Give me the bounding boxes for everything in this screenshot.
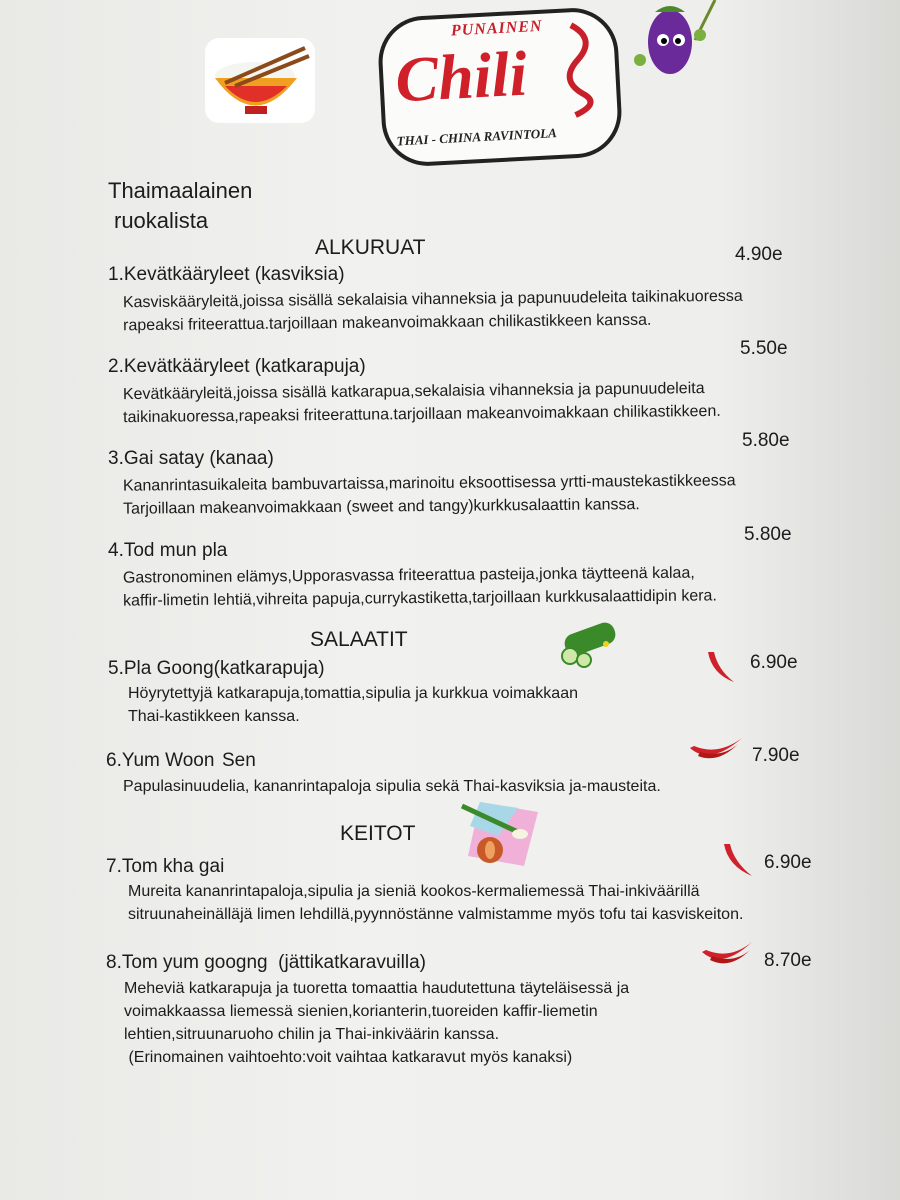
description-line: Höyrytettyjä katkarapuja,tomattia,sipulia ja kurkkua voimakkaan bbox=[128, 685, 578, 702]
item-description bbox=[128, 682, 578, 728]
item-price: 5.80e bbox=[744, 524, 792, 545]
rice-bowl-icon bbox=[205, 38, 315, 128]
item-description bbox=[123, 469, 736, 520]
description-line: Meheviä katkarapuja ja tuoretta tomaattia haudutettuna täyteläisessä ja bbox=[124, 980, 630, 997]
item-name: 7.Tom kha gai bbox=[106, 856, 225, 877]
item-name: 8.Tom yum googng (jättikatkaravuilla) bbox=[106, 952, 426, 973]
item-price: 8.70e bbox=[764, 950, 812, 971]
logo-main-text: Chili bbox=[393, 37, 529, 116]
item-price: 6.90e bbox=[764, 852, 812, 873]
item-name-continued: Sen bbox=[222, 750, 256, 771]
item-price: 5.50e bbox=[740, 338, 788, 359]
eggplant-mascot-icon bbox=[625, 0, 725, 90]
description-line: Mureita kananrintapaloja,sipulia ja sieniä kookos-kermaliemessä Thai-inkiväärillä bbox=[128, 883, 700, 900]
description-line: kaffir-limetin lehtiä,vihreita papuja,currykastiketta,tarjoillaan kurkkusalaattidipin kera. bbox=[123, 587, 717, 610]
item-description bbox=[123, 775, 661, 798]
description-line: Tarjoillaan makeanvoimakkaan (sweet and tangy)kurkkusalaattin kanssa. bbox=[123, 496, 640, 518]
menu-title-line2: ruokalista bbox=[114, 208, 209, 233]
restaurant-logo bbox=[376, 6, 624, 168]
description-line: Thai-kastikkeen kanssa. bbox=[128, 708, 300, 725]
item-price: 4.90e bbox=[735, 244, 783, 265]
item-price: 7.90e bbox=[752, 745, 800, 766]
onion-scallion-icon bbox=[458, 796, 538, 877]
logo-top-text: PUNAINEN bbox=[450, 17, 543, 40]
description-line: (Erinomainen vaihtoehto:voit vaihtaa katkaravut myös kanaksi) bbox=[124, 1049, 573, 1066]
menu-title-line1: Thaimaalainen bbox=[108, 178, 253, 203]
item-name: 2.Kevätkääryleet (katkarapuja) bbox=[108, 356, 366, 377]
section-title-alkuruat: ALKURUAT bbox=[315, 236, 426, 259]
dragon-icon bbox=[541, 19, 606, 122]
description-line: Gastronominen elämys,Upporasvassa friteerattua pasteija,jonka täytteenä kalaa, bbox=[122, 564, 695, 587]
chili-icon-double bbox=[688, 736, 748, 771]
item-description bbox=[123, 377, 721, 429]
item-name: 5.Pla Goong(katkarapuja) bbox=[108, 658, 325, 679]
description-line: Papulasinuudelia, kananrintapaloja sipulia sekä Thai-kasviksia ja-mausteita. bbox=[123, 778, 661, 795]
section-title-keitot: KEITOT bbox=[340, 822, 416, 845]
item-price: 5.80e bbox=[742, 430, 790, 451]
item-description bbox=[123, 285, 743, 337]
section-title-salaatit: SALAATIT bbox=[310, 628, 408, 651]
description-line: lehtien,sitruunaruoho chilin ja Thai-inkiväärin kanssa. bbox=[124, 1026, 500, 1043]
item-description bbox=[123, 561, 717, 612]
logo-sub-text: THAI - CHINA RAVINTOLA bbox=[396, 125, 558, 149]
description-line: Kasviskääryleitä,joissa sisällä sekalaisia vihanneksia ja papunuudeleita taikinakuoressa bbox=[122, 287, 743, 312]
item-description bbox=[128, 880, 743, 926]
item-name: 6.Yum Woon bbox=[106, 750, 215, 771]
description-line: voimakkaassa liemessä sienien,korianterin,tuoreiden kaffir-liemetin bbox=[124, 1003, 598, 1020]
cucumber-icon bbox=[556, 616, 624, 673]
menu-title bbox=[108, 176, 252, 236]
item-description bbox=[124, 977, 629, 1069]
item-name: 3.Gai satay (kanaa) bbox=[108, 448, 274, 469]
item-name: 1.Kevätkääryleet (kasviksia) bbox=[108, 264, 345, 285]
description-line: Kananrintasuikaleita bambuvartaissa,marinoitu eksoottisessa yrtti-maustekastikkeessa bbox=[122, 472, 736, 495]
description-line: sitruunaheinälläjä limen lehdillä,pyynnöstänne valmistamme myös tofu tai kasviskeiton. bbox=[128, 906, 744, 923]
description-line: rapeaksi friteerattua.tarjoillaan makeanvoimakkaan chilikastikkeen kanssa. bbox=[123, 311, 652, 335]
chili-icon bbox=[718, 840, 758, 885]
description-line: taikinakuoressa,rapeaksi friteerattuna.tarjoillaan makeanvoimakkaan chilikastikkeen. bbox=[123, 402, 721, 427]
item-price: 6.90e bbox=[750, 652, 798, 673]
description-line: Kevätkääryleitä,joissa sisällä katkarapua,sekalaisia vihanneksia ja papunuudeleita bbox=[122, 380, 705, 404]
item-name: 4.Tod mun pla bbox=[108, 540, 228, 561]
chili-icon-double bbox=[700, 940, 756, 977]
chili-icon bbox=[702, 648, 742, 693]
